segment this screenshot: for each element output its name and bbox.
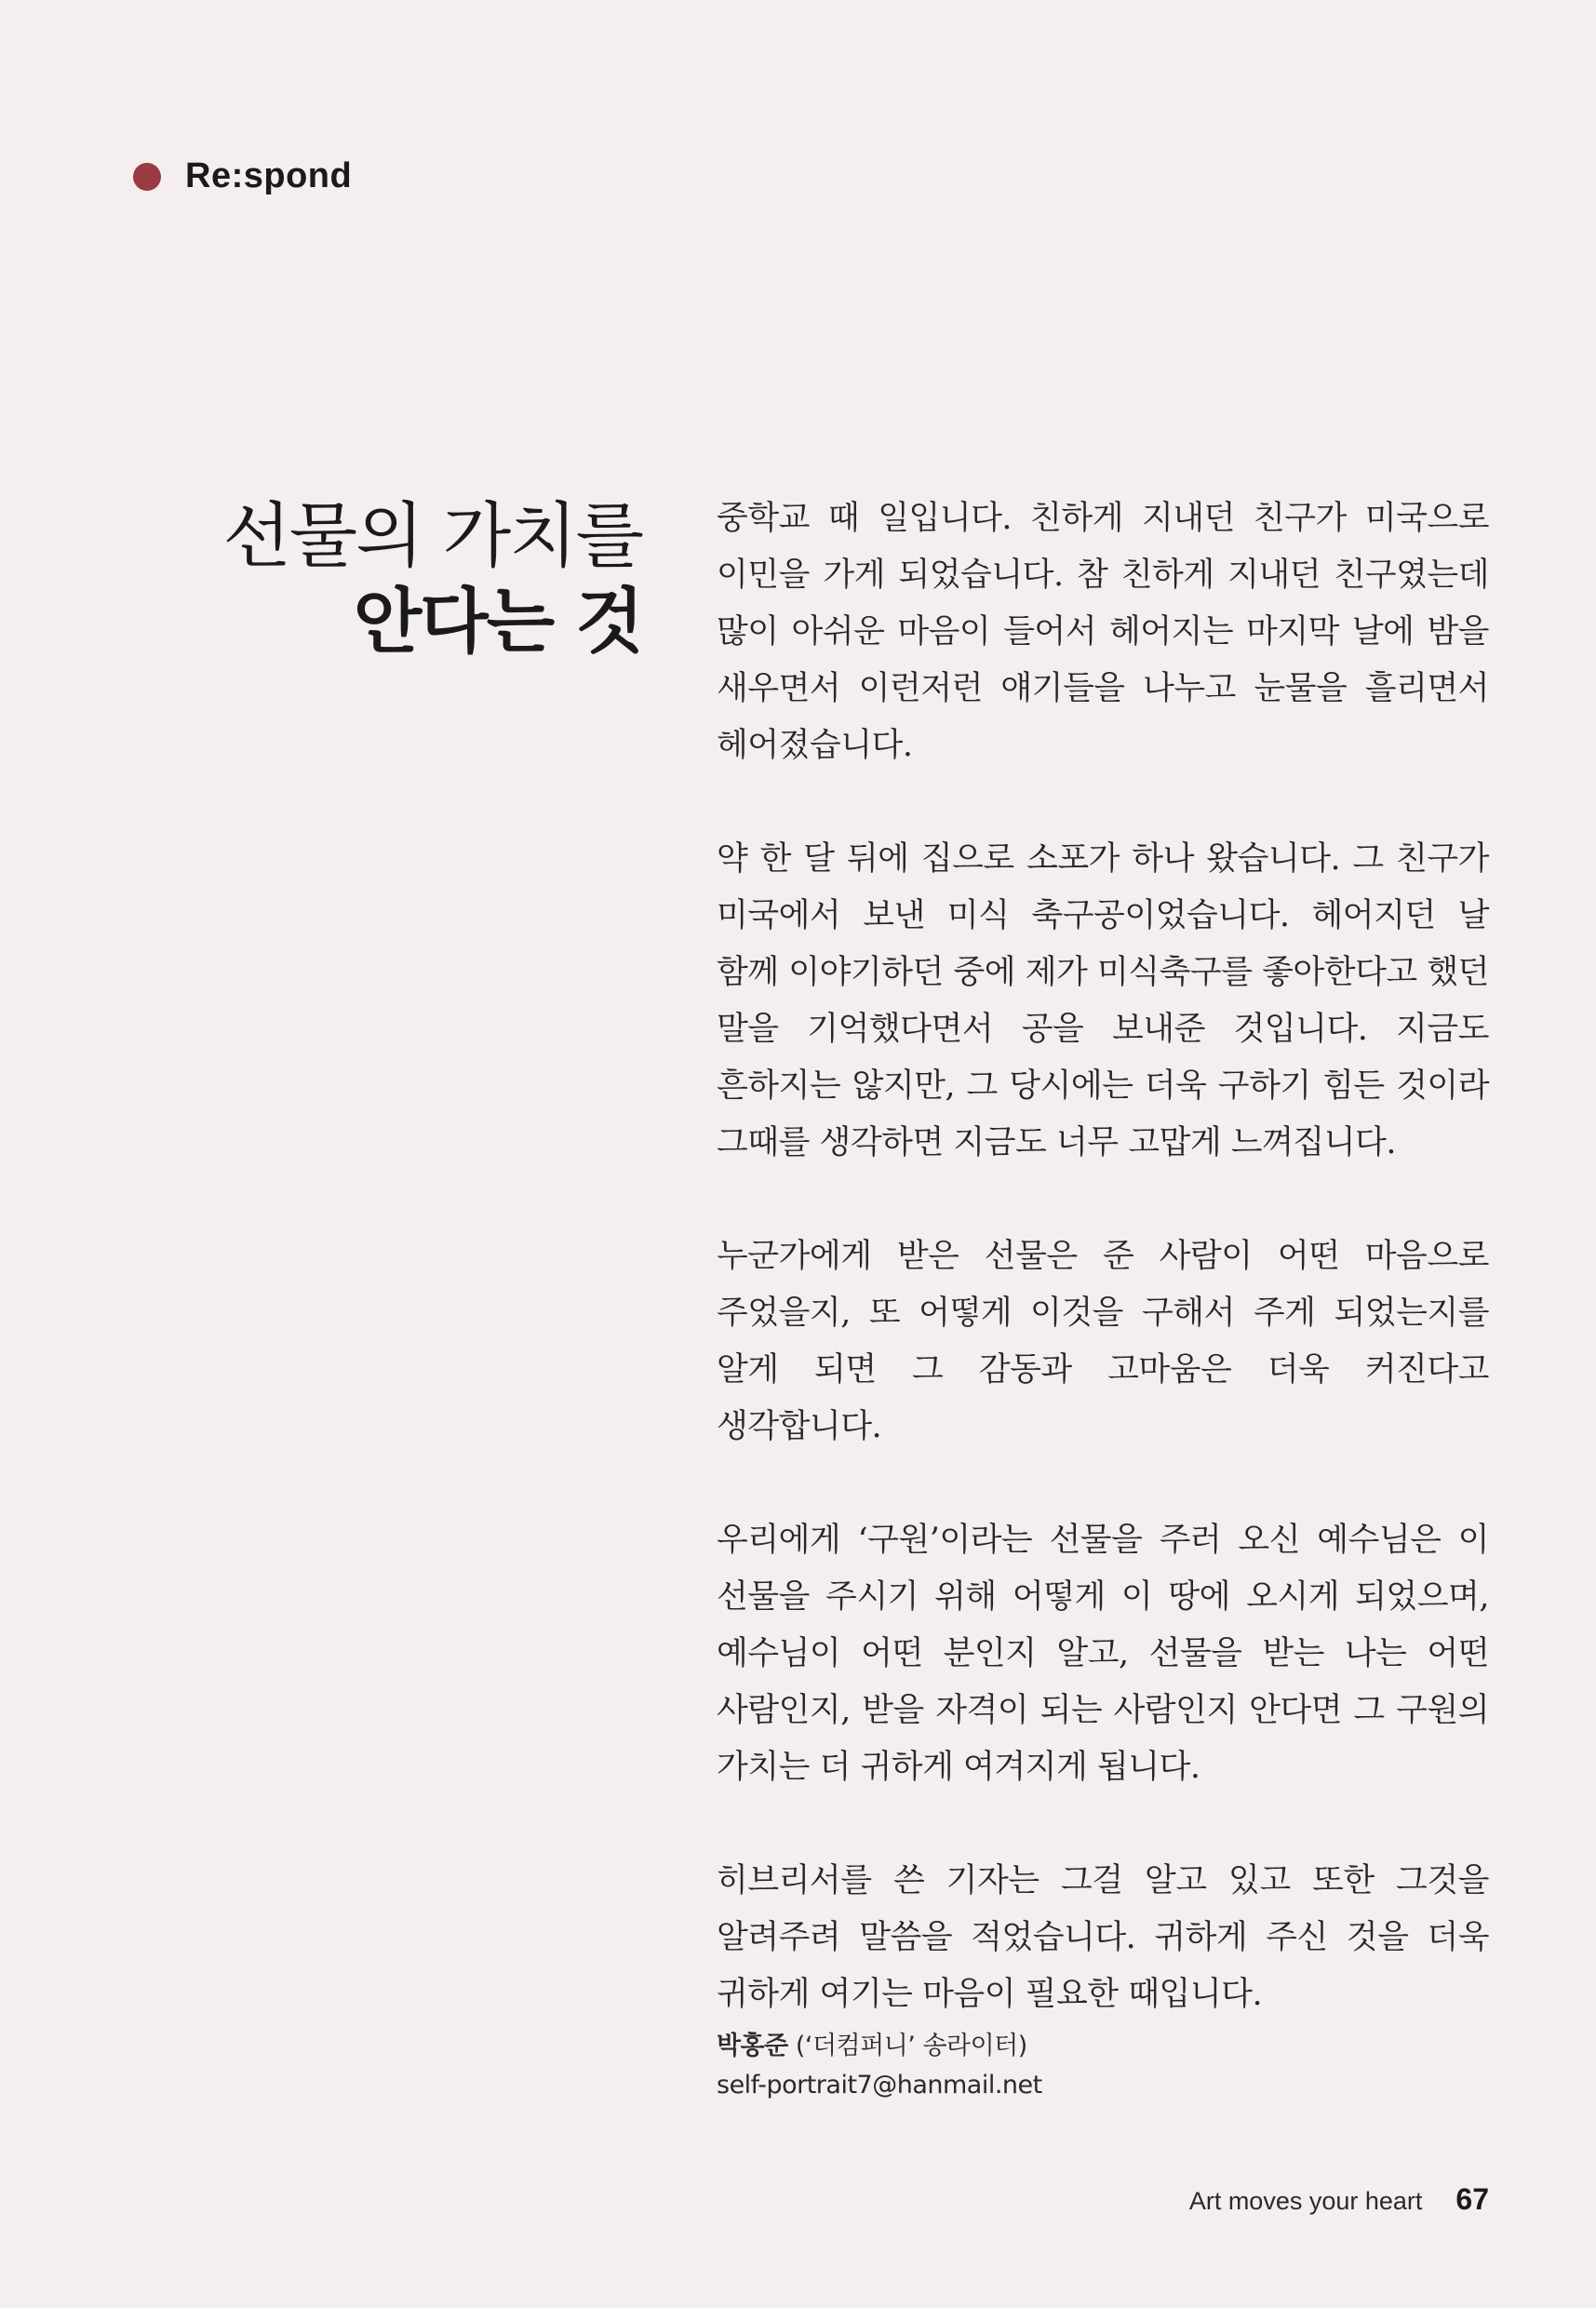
page-footer <box>1189 2182 1489 2217</box>
author-email: self-portrait7@hanmail.net <box>717 2071 1042 2100</box>
body-paragraph: 우리에게 ‘구원’이라는 선물을 주러 오신 예수님은 이 선물을 주시기 위해 어떻게 이 땅에 오시게 되었으며, 예수님이 어떤 분인지 알고, 선물을 받는 나는 어떤 사람인지, 받을 자격이 되는 사람인지 안다면 그 구원의 가치는 더 귀하게 여겨지게 됩니다. <box>717 1522 1489 1786</box>
author-line <box>717 2027 1042 2066</box>
body-paragraph: 누군가에게 받은 선물은 준 사람이 어떤 마음으로 주었을지, 또 어떻게 이것을 구해서 주게 되었는지를 알게 되면 그 감동과 고마움은 더욱 커진다고 생각합니다. <box>717 1238 1489 1445</box>
section-label: Re:spond <box>185 156 353 195</box>
article-title <box>222 493 642 664</box>
body-paragraph: 약 한 달 뒤에 집으로 소포가 하나 왔습니다. 그 친구가 미국에서 보낸 미식 축구공이었습니다. 헤어지던 날 함께 이야기하던 중에 제가 미식축구를 좋아한다고 했던 말을 기억했다면서 공을 보내준 것입니다. 지금도 흔하지는 않지만, 그 당시에는 더욱 구하기 힘든 것이라 그때를 생각하면 지금도 너무 고맙게 느껴집니다. <box>717 840 1489 1161</box>
body-paragraph: 히브리서를 쓴 기자는 그걸 알고 있고 또한 그것을 알려주려 말씀을 적었습니다. 귀하게 주신 것을 더욱 귀하게 여기는 마음이 필요한 때입니다. <box>717 1862 1489 2013</box>
footer-tagline: Art moves your heart <box>1188 2187 1423 2215</box>
author-name: 박홍준 <box>717 2032 788 2060</box>
author-byline <box>717 2027 1042 2105</box>
article-body <box>717 490 1489 2080</box>
section-tag <box>133 156 352 196</box>
page-number: 67 <box>1455 2182 1489 2216</box>
section-dot-icon <box>133 163 161 191</box>
body-paragraph: 중학교 때 일입니다. 친하게 지내던 친구가 미국으로 이민을 가게 되었습니다. 참 친하게 지내던 친구였는데 많이 아쉬운 마음이 들어서 헤어지는 마지막 날에 밤을 새우면서 이런저런 얘기들을 나누고 눈물을 흘리면서 헤어졌습니다. <box>717 500 1489 764</box>
article-title-line1: 선물의 가치를 <box>222 494 642 577</box>
author-role: (‘더컴퍼니’ 송라이터) <box>787 2032 1027 2060</box>
article-title-line2: 안다는 것 <box>353 580 642 663</box>
